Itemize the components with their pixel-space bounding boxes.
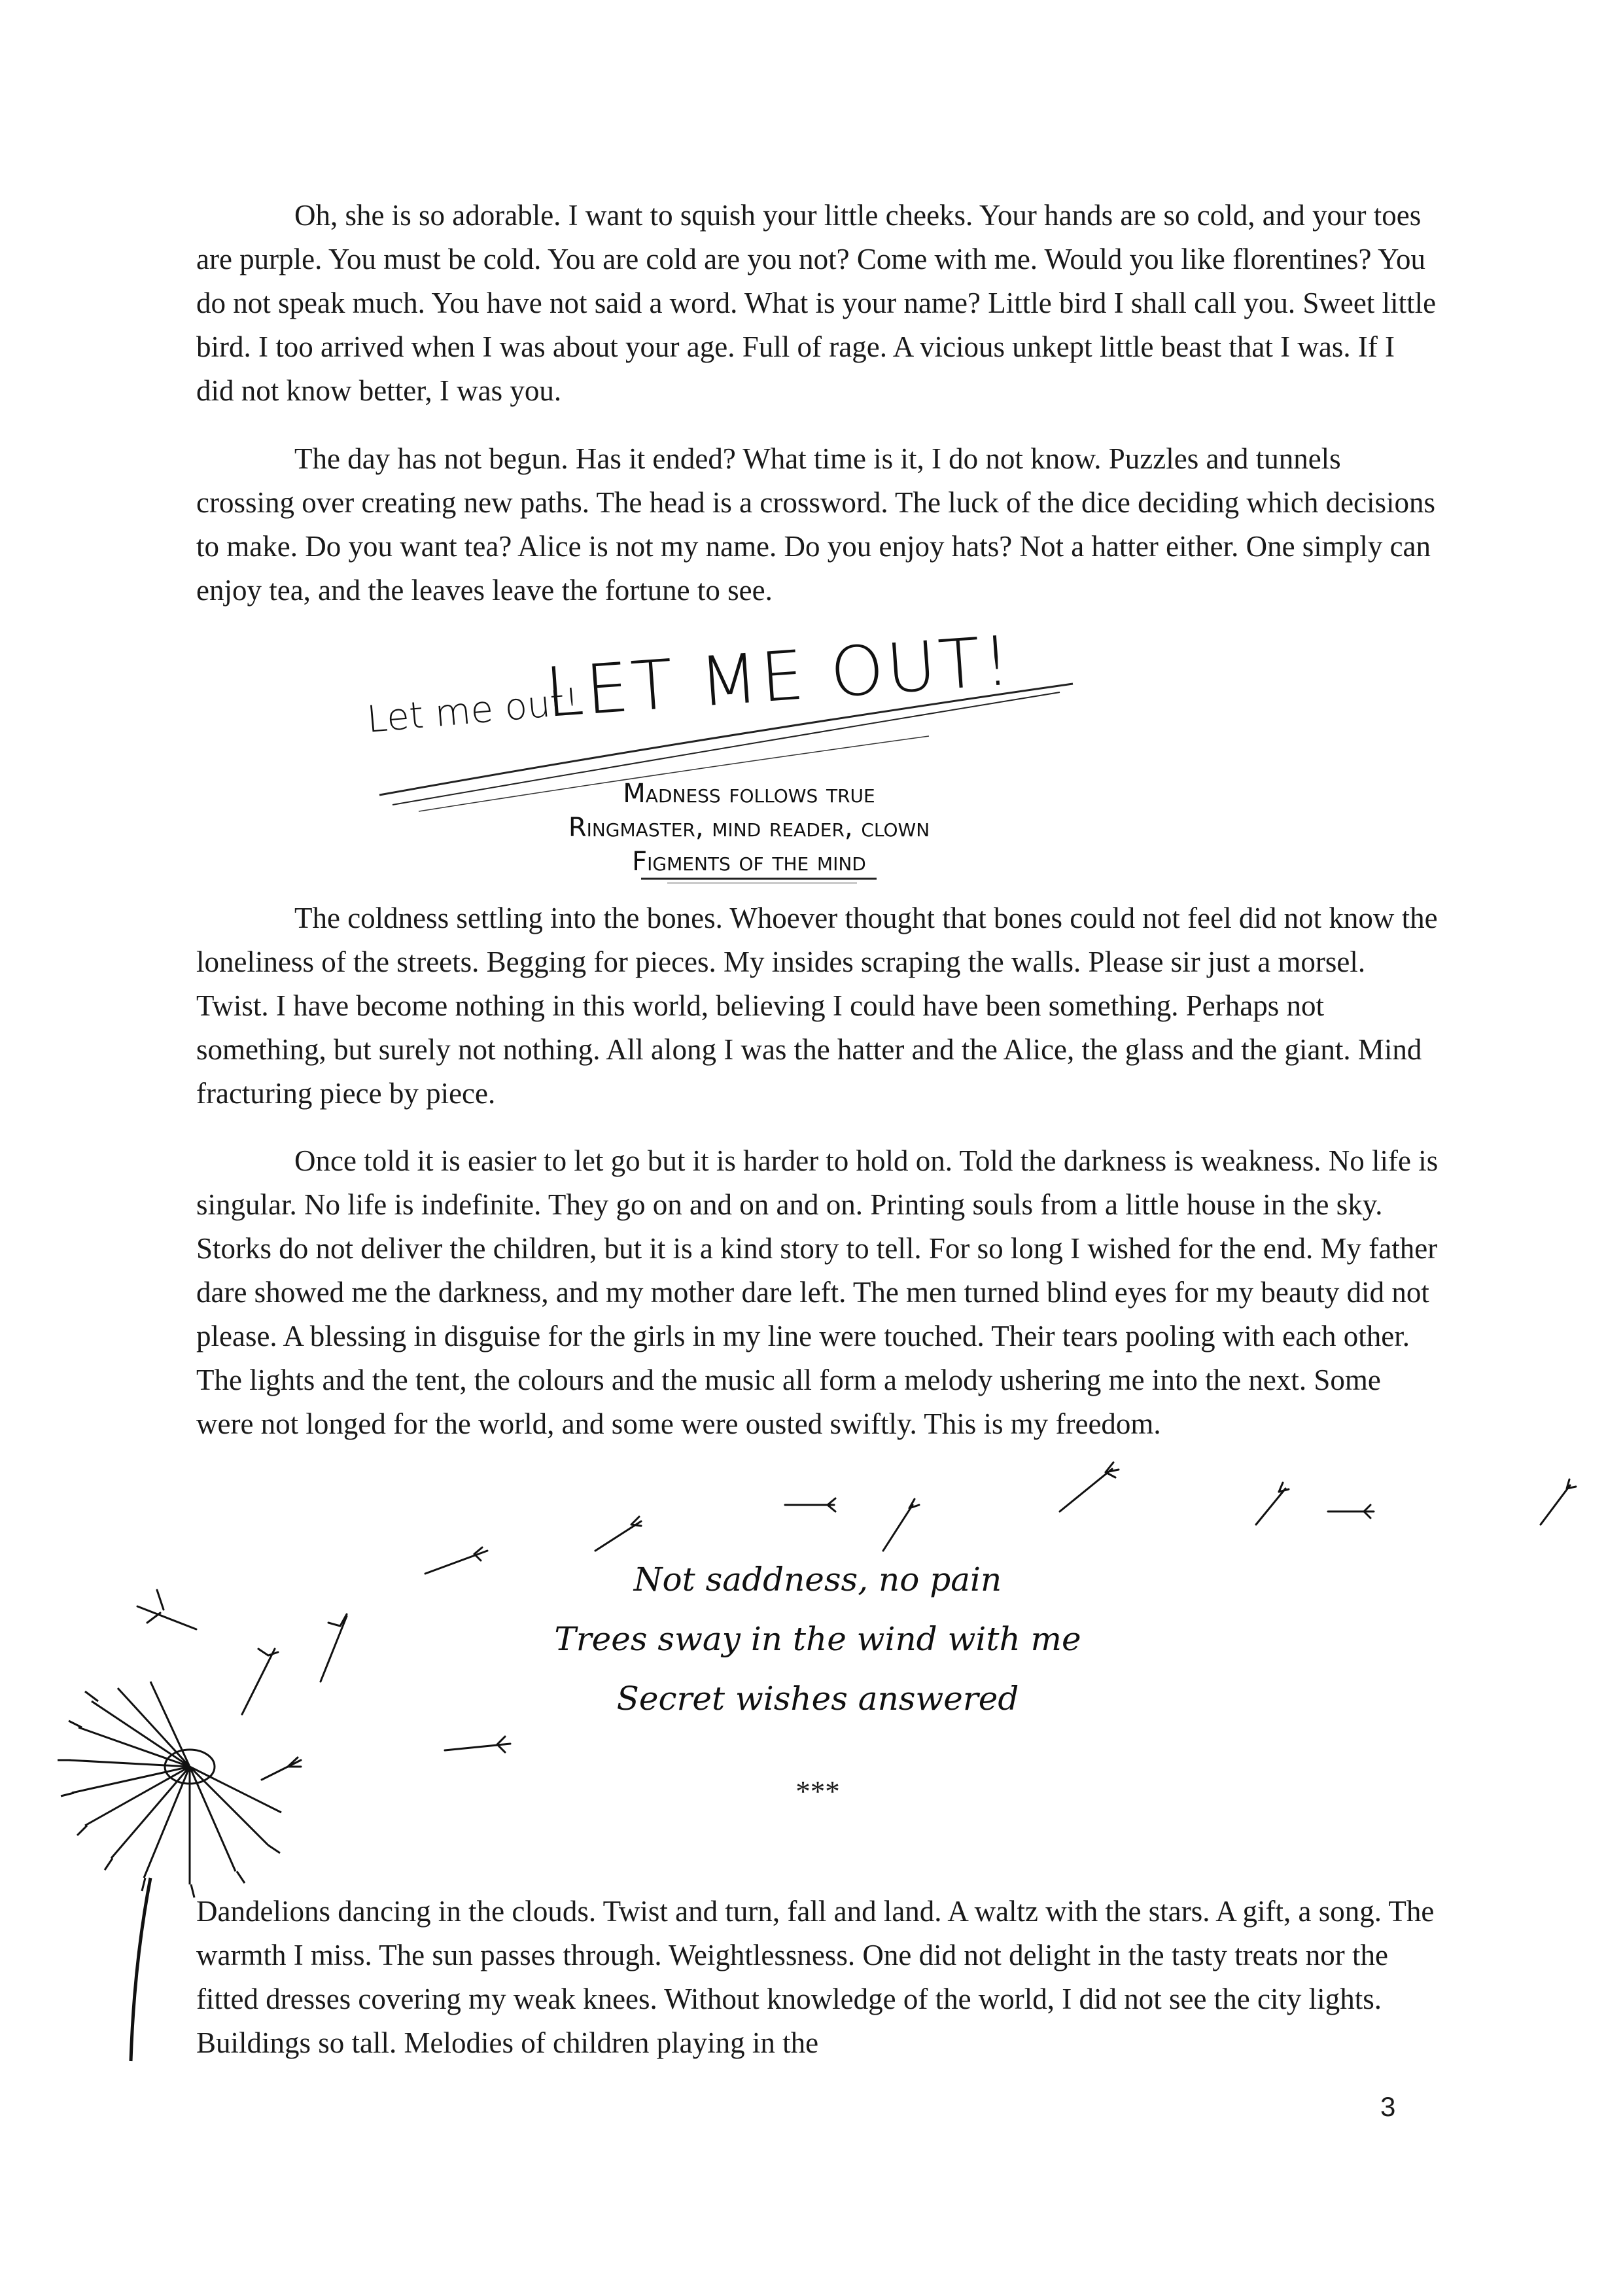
banner-tagline-line-2: Ringmaster, mind reader, clown [568,813,930,843]
page-number: 3 [1380,2091,1396,2122]
let-me-out-banner [340,622,1099,883]
banner-small-text: Let me out! [365,680,582,741]
paragraph-4: Once told it is easier to let go but it is harder to hold on. Told the darkness is weakness. No life is singular. No life is indefinite. They go on and on and on. Printing souls from a little house in the sky. Storks do not deliver the children, but it is a kind story to tell. For so long I wished for the end. My father dare showed me the darkness, and my mother dare left. The men turned blind eyes for my beauty did not please. A blessing in disguise for the girls in my line were touched. Their tears pooling with each other. The lights and the tent, the colours and the music all form a melody ushering me into the next. Some were not longed for the world, and some were ousted swiftly. This is my freedom. [196,1144,1439,1440]
paragraph-1: Oh, she is so adorable. I want to squish your little cheeks. Your hands are so cold, and your toes are purple. You must be cold. You are cold are you not? Come with me. Would you like florentines? You do not speak much. You have not said a word. What is your name? Little bird I shall call you. Sweet little bird. I too arrived when I was about your age. Full of rage. A vicious unkept little beast that I was. If I did not know better, I was you. [196,199,1437,407]
paragraph-3: The coldness settling into the bones. Whoever thought that bones could not feel did not know the loneliness of the streets. Begging for pieces. My insides scraping the walls. Please sir just a morsel. Twist. I have become nothing in this world, believing I could have been something. Perhaps not something, but surely not nothing. All along I was the hatter and the Alice, the glass and the giant. Mind fracturing piece by piece. [196,902,1438,1110]
haiku-line-1: Not saddness, no pain [633,1561,1002,1598]
banner-tagline-line-1: Madness follows true [623,779,875,809]
paragraph-2: The day has not begun. Has it ended? What time is it, I do not know. Puzzles and tunnels crossing over creating new paths. The head is a crossword. The luck of the dice deciding which decisions to make. Do you want tea? Alice is not my name. Do you enjoy hats? Not a hatter either. One simply can enjoy tea, and the leaves leave the fortune to see. [196,442,1436,607]
section-separator: *** [795,1775,840,1808]
paragraph-5: Dandelions dancing in the clouds. Twist and turn, fall and land. A waltz with the stars. A gift, a song. The warmth I miss. The sun passes through. Weightlessness. One did not delight in the tasty treats nor the fitted dresses covering my weak knees. Without knowledge of the world, I did not see the city lights. Buildings so tall. Melodies of children playing in the [196,1895,1435,2059]
banner-large-text: LET ME OUT! [542,620,1016,733]
banner-tagline-line-3: Figments of the mind [632,847,866,877]
haiku-line-3: Secret wishes answered [616,1680,1019,1718]
haiku-line-2: Trees sway in the wind with me [554,1620,1081,1658]
